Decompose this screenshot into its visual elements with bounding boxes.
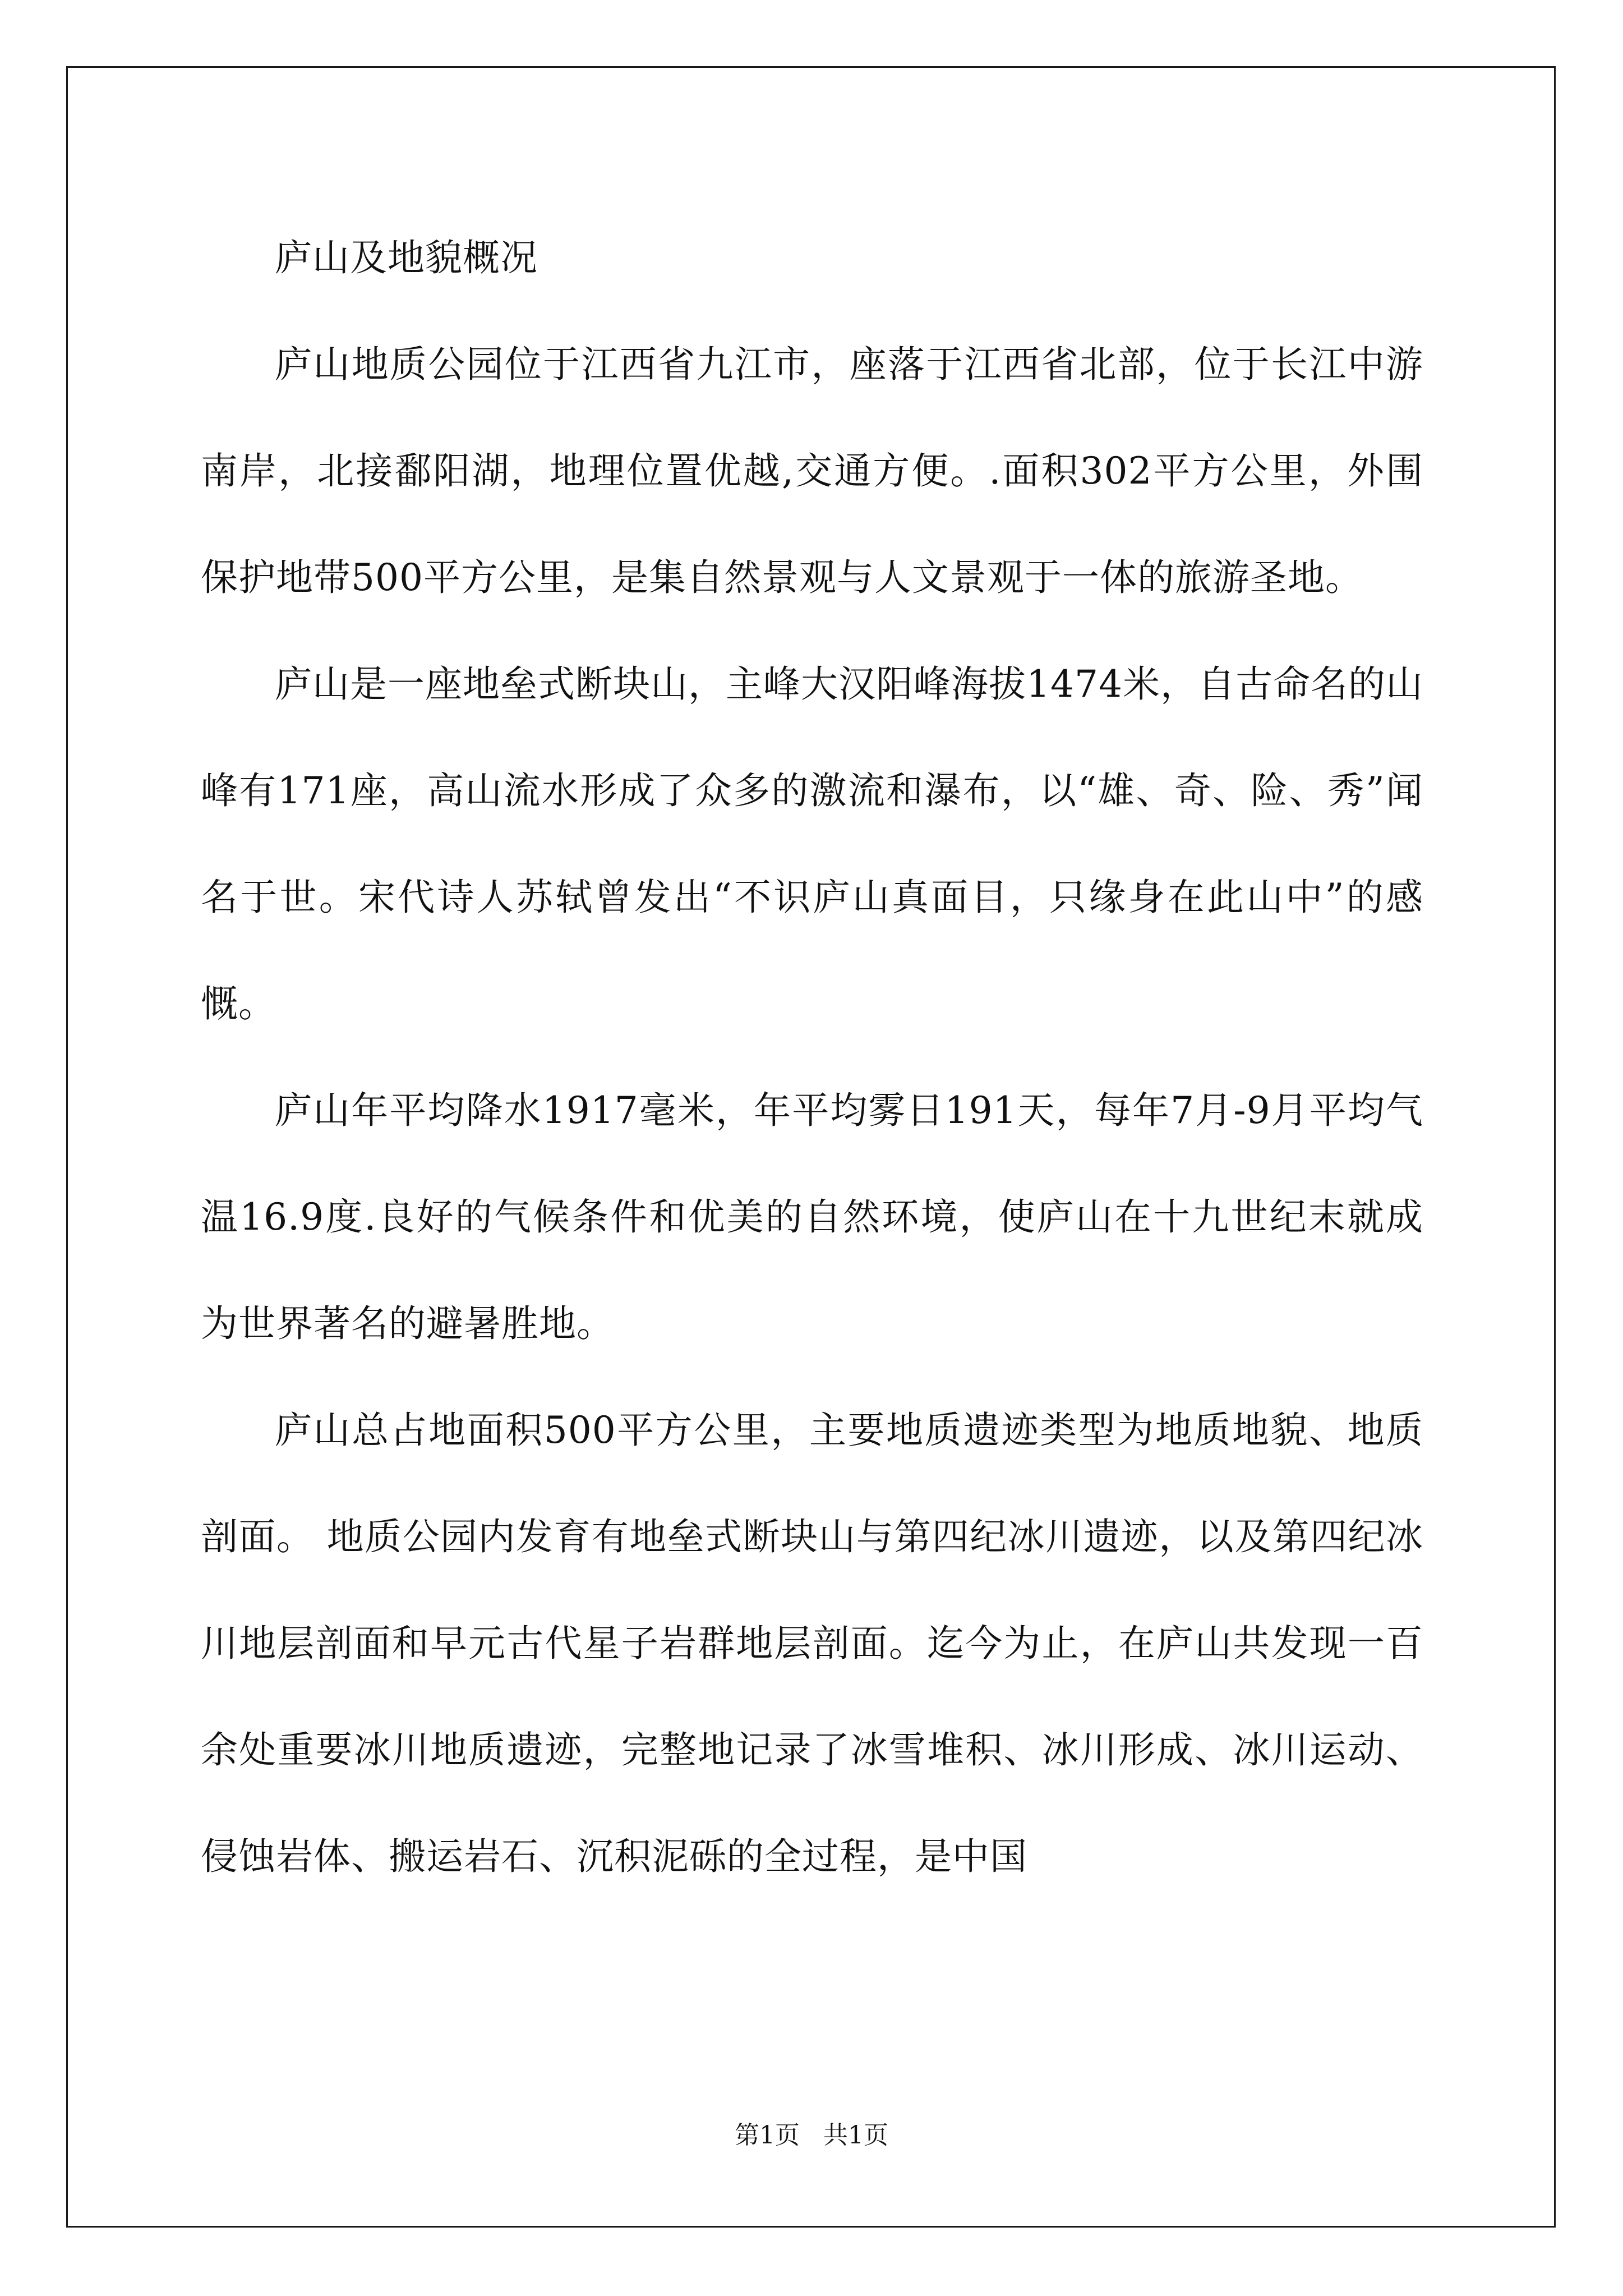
- paragraph-location: 庐山地质公园位于江西省九江市，座落于江西省北部，位于长江中游南岸，北接鄱阳湖，地理位置优越,交通方便。.面积302平方公里，外围保护地带500平方公里，是集自然景观与人文景观于一体的旅游圣地。: [201, 343, 1423, 599]
- page-number-footer: 第1页 共1页: [735, 2121, 888, 2150]
- paragraph-geology: 庐山总占地面积500平方公里，主要地质遗迹类型为地质地貌、地质剖面。 地质公园内发育有地垒式断块山与第四纪冰川遗迹，以及第四纪冰川地层剖面和早元古代星子岩群地层剖面。迄今为止，在庐山共发现一百余处重要冰川地质遗迹，完整地记录了冰雪堆积、冰川形成、冰川运动、侵蚀岩体、搬运岩石、沉积泥砾的全过程，是中国: [201, 1409, 1423, 1878]
- paragraph-climate: 庐山年平均降水1917毫米，年平均雾日191天，每年7月-9月平均气温16.9度.良好的气候条件和优美的自然环境，使庐山在十九世纪末就成为世界著名的避暑胜地。: [201, 1089, 1423, 1345]
- paragraph-mountain: 庐山是一座地垒式断块山，主峰大汉阳峰海拔1474米，自古命名的山峰有171座，高山流水形成了众多的激流和瀑布，以“雄、奇、险、秀”闻名于世。宋代诗人苏轼曾发出“不识庐山真面目，只缘身在此山中”的感慨。: [201, 662, 1423, 1025]
- document-title: 庐山及地貌概况: [275, 236, 538, 279]
- document-body: [201, 205, 1423, 1910]
